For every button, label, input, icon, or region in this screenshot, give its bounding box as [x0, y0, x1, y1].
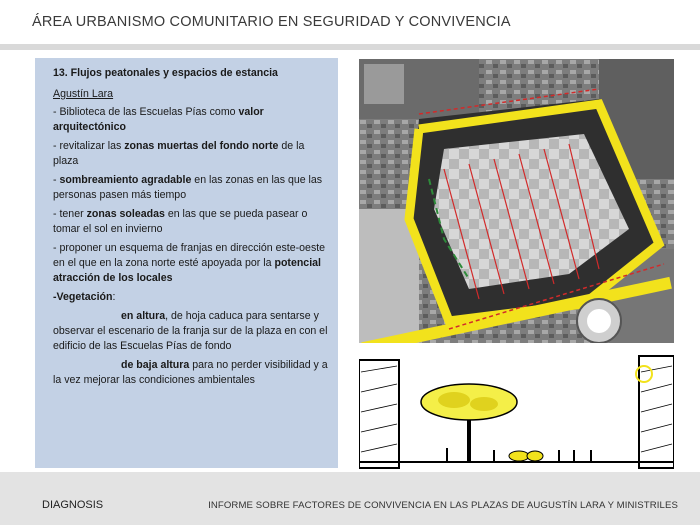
text-panel [35, 58, 338, 468]
section-sketch [359, 352, 674, 470]
page-title: ÁREA URBANISMO COMUNITARIO EN SEGURIDAD Y CONVIVENCIA [32, 14, 511, 30]
aerial-photo [359, 59, 674, 343]
vegetation-low: de baja altura para no perder visibilidad y a la vez mejorar las condiciones ambientales [53, 359, 328, 386]
header-bar [0, 0, 700, 44]
vegetation-heading: -Vegetación: [53, 291, 116, 303]
bullet-item: - Biblioteca de las Escuelas Pías como valor arquitectónico [53, 106, 264, 133]
footer-report-title: INFORME SOBRE FACTORES DE CONVIVENCIA EN LAS PLAZAS DE AUGUSTÍN LARA Y MINISTRILES [208, 500, 678, 511]
vegetation-high: en altura, de hoja caduca para sentarse y observar el escenario de la franja sur de la plaza en con el edificio de las Escuelas Pías de fondo [53, 310, 328, 352]
section-title: 13. Flujos peatonales y espacios de estancia [53, 67, 278, 79]
section-subtitle: Agustín Lara [53, 88, 114, 100]
footer-bar [0, 472, 700, 525]
bullet-item: - sombreamiento agradable en las zonas en las que las personas pasen más tiempo [53, 174, 323, 201]
sketch-svg [359, 352, 674, 470]
bullet-item: - revitalizar las zonas muertas del fondo norte de la plaza [53, 140, 305, 167]
footer-section-label: DIAGNOSIS [42, 499, 104, 511]
aerial-photo-svg [359, 59, 674, 343]
bullet-item: - proponer un esquema de franjas en dirección este-oeste en el que en la zona norte esté apoyada por la potencial atracción de los locales [53, 242, 326, 284]
header-divider [0, 44, 700, 50]
bullet-item: - tener zonas soleadas en las que se pueda pasear o tomar el sol en invierno [53, 208, 308, 235]
